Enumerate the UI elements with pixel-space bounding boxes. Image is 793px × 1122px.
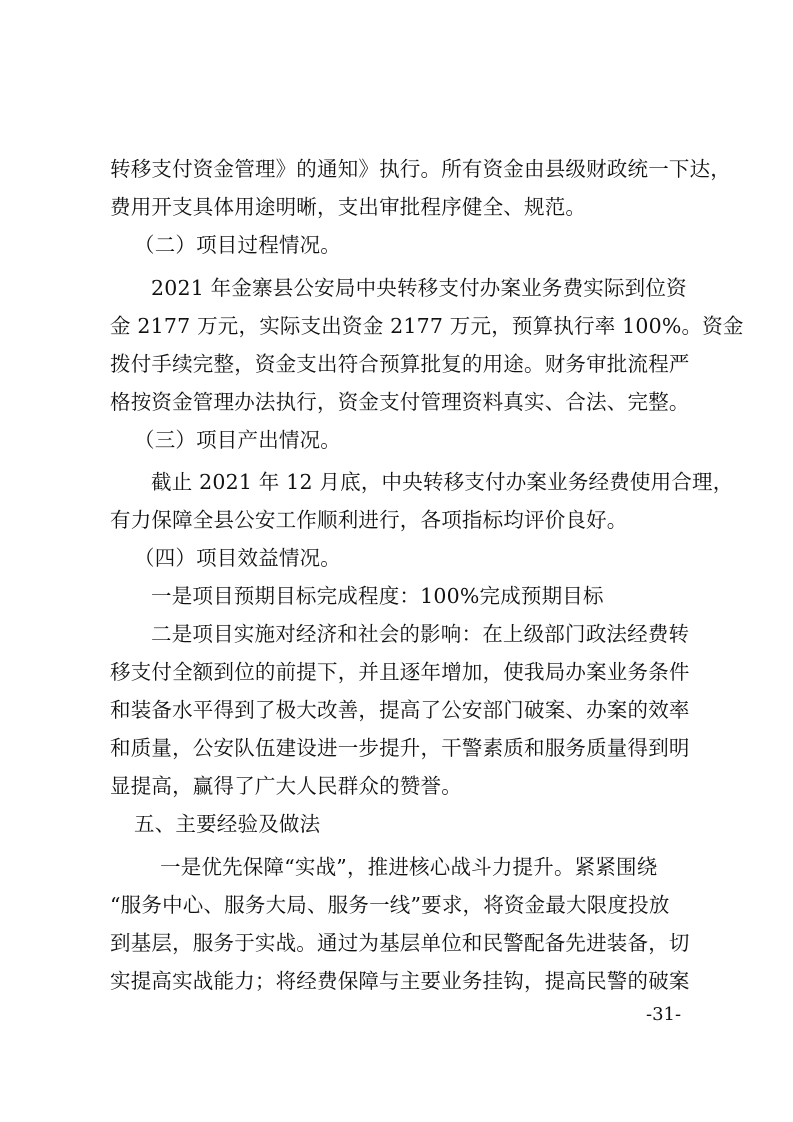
text-line: 显提高，赢得了广大人民群众的赞誉。 [110, 774, 462, 798]
text-line: 实提高实战能力；将经费保障与主要业务挂钩，提高民警的破案 [110, 969, 690, 993]
section-heading: （四）项目效益情况。 [134, 546, 341, 570]
text-line: 一是优先保障“实战”，推进核心战斗力提升。紧紧围绕 [160, 855, 658, 879]
section-heading: （三）项目产出情况。 [134, 428, 341, 452]
text-line: 二是项目实施对经济和社会的影响：在上级部门政法经费转 [151, 622, 690, 646]
text-line: 截止 2021 年 12 月底，中央转移支付办案业务经费使用合理， [151, 470, 734, 494]
text-line: “服务中心、服务大局、服务一线”要求，将资金最大限度投放 [110, 893, 670, 917]
text-line: 转移支付资金管理》的通知》执行。所有资金由县级财政统一下达， [110, 157, 731, 181]
section-heading: （二）项目过程情况。 [134, 233, 341, 257]
text-line: 2021 年金寨县公安局中央转移支付办案业务费实际到位资 [151, 276, 687, 300]
text-line: 一是项目预期目标完成程度：100%完成预期目标 [151, 584, 604, 608]
text-line: 有力保障全县公安工作顺利进行，各项指标均评价良好。 [110, 508, 628, 532]
text-line: 金 2177 万元，实际支出资金 2177 万元，预算执行率 100%。资金 [110, 314, 744, 338]
text-line: 和质量，公安队伍建设进一步提升，干警素质和服务质量得到明 [110, 736, 690, 760]
section-heading: 五、主要经验及做法 [134, 812, 321, 836]
text-line: 格按资金管理办法执行，资金支付管理资料真实、合法、完整。 [110, 390, 690, 414]
text-line: 拨付手续完整，资金支出符合预算批复的用途。财务审批流程严 [110, 352, 690, 376]
text-line: 费用开支具体用途明晰，支出审批程序健全、规范。 [110, 195, 587, 219]
page-number: -31- [646, 1004, 682, 1025]
text-line: 和装备水平得到了极大改善，提高了公安部门破案、办案的效率 [110, 698, 690, 722]
text-line: 移支付全额到位的前提下，并且逐年增加，使我局办案业务条件 [110, 660, 690, 684]
text-line: 到基层，服务于实战。通过为基层单位和民警配备先进装备，切 [110, 931, 690, 955]
